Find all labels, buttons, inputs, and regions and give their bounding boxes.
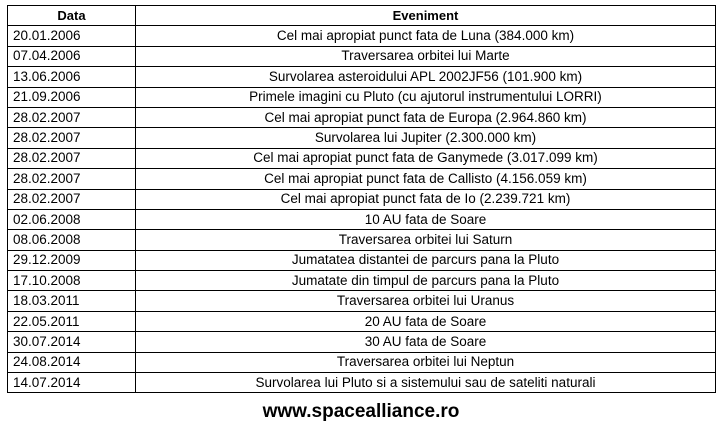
row-date: 14.07.2014 [8, 373, 136, 393]
row-date: 22.05.2011 [8, 311, 136, 331]
row-event: Cel mai apropiat punct fata de Callisto (4.156.059 km) [136, 169, 716, 189]
row-date: 28.02.2007 [8, 169, 136, 189]
table-row [8, 332, 716, 352]
table-row [8, 230, 716, 250]
table-row [8, 189, 716, 209]
row-event: Survolarea lui Jupiter (2.300.000 km) [136, 128, 716, 148]
row-date: 28.02.2007 [8, 128, 136, 148]
row-date: 20.01.2006 [8, 26, 136, 46]
row-date: 28.02.2007 [8, 107, 136, 127]
row-date: 02.06.2008 [8, 209, 136, 229]
row-date: 18.03.2011 [8, 291, 136, 311]
row-event: Traversarea orbitei lui Uranus [136, 291, 716, 311]
table-row [8, 250, 716, 270]
row-date: 17.10.2008 [8, 271, 136, 291]
table-body [8, 26, 716, 393]
footer-url: www.spacealliance.ro [262, 401, 460, 422]
row-date: 21.09.2006 [8, 87, 136, 107]
row-event: 20 AU fata de Soare [136, 311, 716, 331]
row-date: 13.06.2006 [8, 67, 136, 87]
header-event: Eveniment [136, 6, 716, 26]
row-event: Traversarea orbitei lui Marte [136, 46, 716, 66]
row-event: 30 AU fata de Soare [136, 332, 716, 352]
table-header-row [8, 6, 716, 26]
row-event: Primele imagini cu Pluto (cu ajutorul instrumentului LORRI) [136, 87, 716, 107]
row-event: Jumatate din timpul de parcurs pana la Pluto [136, 271, 716, 291]
table-row [8, 128, 716, 148]
table-row [8, 373, 716, 393]
table-row [8, 67, 716, 87]
row-date: 28.02.2007 [8, 189, 136, 209]
row-event: Jumatatea distantei de parcurs pana la Pluto [136, 250, 716, 270]
table-row [8, 148, 716, 168]
row-date: 28.02.2007 [8, 148, 136, 168]
row-event: Survolarea asteroidului APL 2002JF56 (101.900 km) [136, 67, 716, 87]
row-event: Cel mai apropiat punct fata de Luna (384.000 km) [136, 26, 716, 46]
row-event: 10 AU fata de Soare [136, 209, 716, 229]
row-date: 08.06.2008 [8, 230, 136, 250]
table-row [8, 107, 716, 127]
row-date: 29.12.2009 [8, 250, 136, 270]
row-event: Survolarea lui Pluto si a sistemului sau de sateliti naturali [136, 373, 716, 393]
row-event: Traversarea orbitei lui Saturn [136, 230, 716, 250]
row-date: 30.07.2014 [8, 332, 136, 352]
row-event: Cel mai apropiat punct fata de Europa (2.964.860 km) [136, 107, 716, 127]
header-date: Data [8, 6, 136, 26]
table-row [8, 26, 716, 46]
row-event: Traversarea orbitei lui Neptun [136, 352, 716, 372]
row-event: Cel mai apropiat punct fata de Ganymede (3.017.099 km) [136, 148, 716, 168]
table-row [8, 352, 716, 372]
table-row [8, 271, 716, 291]
table-row [8, 311, 716, 331]
row-date: 07.04.2006 [8, 46, 136, 66]
table-row [8, 291, 716, 311]
row-event: Cel mai apropiat punct fata de Io (2.239.721 km) [136, 189, 716, 209]
row-date: 24.08.2014 [8, 352, 136, 372]
table-row [8, 169, 716, 189]
table-row [8, 209, 716, 229]
events-table [7, 5, 716, 393]
table-row [8, 87, 716, 107]
table-row [8, 46, 716, 66]
